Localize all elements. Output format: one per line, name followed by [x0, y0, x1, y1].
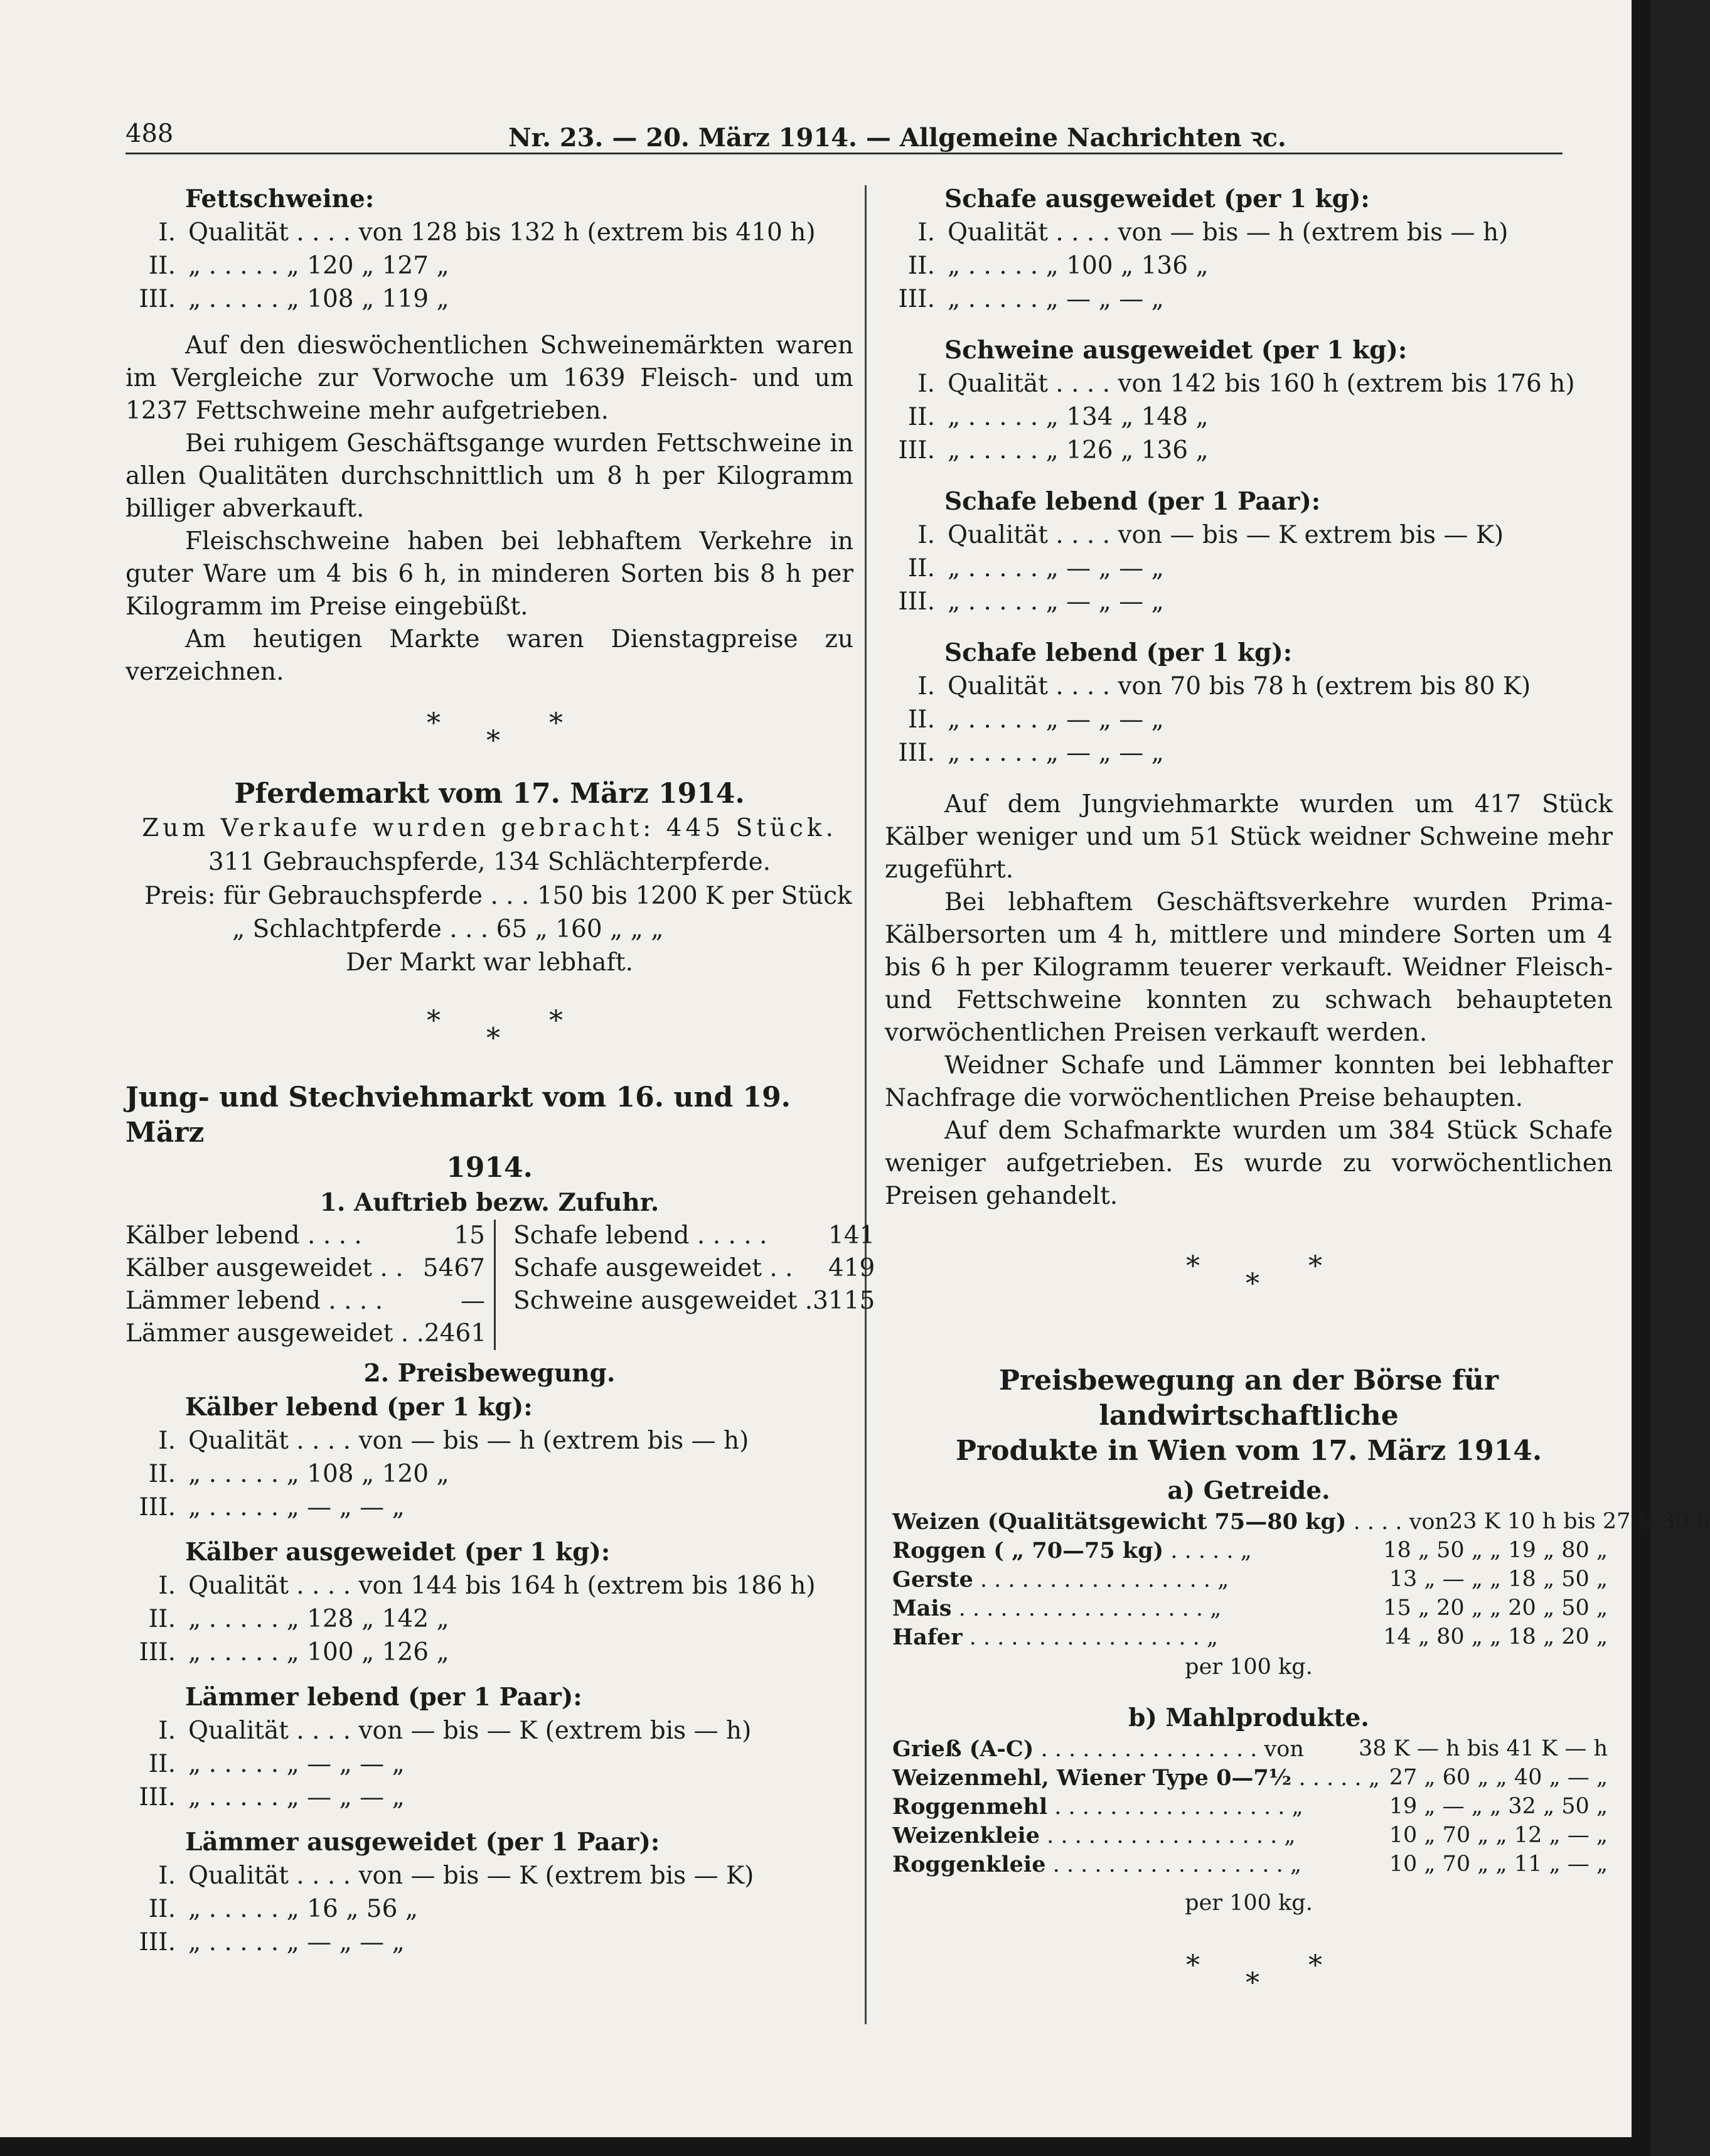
mahl-row [885, 1793, 1613, 1821]
product-name: Weizenkleie [892, 1823, 1040, 1848]
boerse-heading: Preisbewegung an der Börse für landwirtschaftliche [998, 1365, 1499, 1432]
schafe-lebend-kg-title: Schafe lebend (per 1 kg): [944, 638, 1293, 667]
auftrieb-table [126, 1220, 875, 1350]
price-row [126, 1636, 853, 1669]
quality-grade: I. [917, 370, 935, 398]
getreide-row [885, 1537, 1613, 1565]
auftrieb-subheading: 1. Auftrieb bezw. Zufuhr. [319, 1188, 660, 1217]
price-line: „ . . . . . „ 134 „ 148 „ [948, 403, 1209, 431]
leader-dots: . . . . . . . . . . . . . . . . . „ [969, 1625, 1219, 1650]
quality-grade: I. [158, 1717, 176, 1745]
auftrieb-value: 15 [454, 1221, 485, 1250]
getreide-row [885, 1623, 1613, 1652]
quality-grade: II. [148, 1605, 176, 1633]
product-name: Roggenkleie [892, 1852, 1046, 1877]
auftrieb-row [513, 1252, 875, 1285]
price-row [885, 282, 1613, 316]
auftrieb-value: 3115 [813, 1287, 875, 1315]
quality-grade: II. [148, 1750, 176, 1778]
price-line: „ . . . . . „ 108 „ 120 „ [188, 1460, 449, 1488]
price-line: „ . . . . . „ 100 „ 136 „ [948, 252, 1209, 280]
price-row [126, 1602, 853, 1636]
product-name: Grieß (A-C) [892, 1736, 1034, 1762]
getreide-row [885, 1565, 1613, 1594]
auftrieb-row [513, 1285, 875, 1317]
auftrieb-value: 419 [828, 1254, 875, 1282]
product-name: Mais [892, 1596, 952, 1621]
price-line: „ . . . . . „ 108 „ 119 „ [188, 285, 449, 313]
mahl-row [885, 1735, 1613, 1764]
auftrieb-value: 141 [828, 1221, 875, 1250]
price-line: „ Schlachtpferde . . . 65 „ 160 „ „ „ [232, 915, 664, 943]
price-row [885, 434, 1613, 467]
product-name: Weizen (Qualitätsgewicht 75—80 kg) [892, 1509, 1347, 1535]
boerse-heading-line2: Produkte in Wien vom 17. März 1914. [955, 1435, 1542, 1467]
price-row [126, 1569, 853, 1602]
auftrieb-row [126, 1220, 485, 1252]
price-range: 10 „ 70 „ „ 11 „ — „ [1389, 1852, 1608, 1877]
column-divider [865, 185, 867, 2024]
price-range: 23 K 10 h bis 27 K 30 h [1448, 1509, 1710, 1534]
preisbewegung-subheading: 2. Preisbewegung. [363, 1359, 616, 1388]
auftrieb-row [126, 1317, 485, 1350]
quality-grade: III. [898, 285, 935, 313]
quality-grade: II. [907, 554, 935, 582]
auftrieb-row [126, 1252, 485, 1285]
price-line: „ . . . . . „ — „ — „ [188, 1928, 405, 1956]
price-row [885, 249, 1613, 282]
price-range: 27 „ 60 „ „ 40 „ — „ [1389, 1765, 1608, 1790]
auftrieb-label: Kälber ausgeweidet . . [126, 1254, 403, 1282]
quality-grade: II. [148, 252, 176, 280]
laemmer-lebend-title: Lämmer lebend (per 1 Paar): [185, 1683, 582, 1712]
price-range: 15 „ 20 „ „ 20 „ 50 „ [1383, 1596, 1608, 1621]
paragraph: Bei ruhigem Geschäftsgange wurden Fettschweine in allen Qualitäten durchschnittlich um 8 h per Kilogramm billiger abverkauft. [126, 429, 853, 523]
getreide-row [885, 1594, 1613, 1623]
section-separator: * * * [1186, 1250, 1322, 1300]
price-line: „ . . . . . „ — „ — „ [948, 739, 1164, 767]
mahlprodukte-subheading: b) Mahlprodukte. [1128, 1703, 1369, 1732]
quality-grade: II. [148, 1895, 176, 1923]
price-row [126, 282, 853, 316]
price-line: Preis: für Gebrauchspferde . . . 150 bis 1200 K per Stück [144, 882, 852, 910]
leader-dots: . . . . . . . . . . . . . . . . von [1040, 1737, 1304, 1762]
price-row [126, 1781, 853, 1814]
price-line: „ . . . . . „ — „ — „ [188, 1750, 405, 1778]
leader-dots: . . . . . . . . . . . . . . . . . „ [980, 1567, 1229, 1592]
kaelber-ausgeweidet-title: Kälber ausgeweidet (per 1 kg): [185, 1538, 611, 1567]
schweine-ausgeweidet-title: Schweine ausgeweidet (per 1 kg): [944, 336, 1408, 365]
quality-grade: I. [158, 1862, 176, 1890]
price-line: „ . . . . . „ 100 „ 126 „ [188, 1638, 449, 1666]
price-line: „ . . . . . „ 126 „ 136 „ [948, 436, 1209, 464]
leader-dots: . . . . . . . . . . . . . . . . . . „ [958, 1596, 1222, 1621]
auftrieb-row [513, 1220, 875, 1252]
quality-grade: III. [139, 1493, 176, 1521]
mahl-row [885, 1850, 1613, 1879]
price-line: Qualität . . . . von — bis — h (extrem bis — h) [188, 1427, 749, 1455]
price-line: „ . . . . . „ — „ — „ [948, 285, 1164, 313]
quality-grade: II. [148, 1460, 176, 1488]
price-row [885, 552, 1613, 585]
auftrieb-label: Lämmer lebend . . . . [126, 1287, 383, 1315]
kaelber-lebend-title: Kälber lebend (per 1 kg): [185, 1393, 533, 1422]
page-number: 488 [126, 119, 174, 148]
left-column [126, 182, 875, 1959]
price-row [885, 367, 1613, 400]
price-line: Qualität . . . . von 142 bis 160 h (extrem bis 176 h) [948, 370, 1575, 398]
schafe-ausgeweidet-title: Schafe ausgeweidet (per 1 kg): [944, 185, 1370, 213]
getreide-unit-note: per 100 kg. [1185, 1655, 1313, 1680]
quality-grade: I. [917, 218, 935, 247]
price-row [885, 736, 1613, 770]
price-line: „ . . . . . „ — „ — „ [188, 1493, 405, 1521]
price-row [126, 1714, 853, 1747]
paragraph: Auf dem Schafmarkte wurden um 384 Stück Schafe weniger aufgetrieben. Es wurde zu vorwöchentlichen Preisen gehandelt. [885, 1117, 1613, 1210]
price-line: „ . . . . . „ — „ — „ [948, 554, 1164, 582]
fettschweine-title: Fettschweine: [185, 185, 375, 213]
price-row [126, 249, 853, 282]
leader-dots: . . . . . . . . . . . . . . . . . „ [1054, 1794, 1303, 1820]
price-line: Qualität . . . . von 70 bis 78 h (extrem bis 80 K) [948, 672, 1531, 700]
product-name: Roggenmehl [892, 1794, 1048, 1820]
quality-grade: II. [907, 252, 935, 280]
paragraph: Weidner Schafe und Lämmer konnten bei lebhafter Nachfrage die vorwöchentlichen Preise behaupten. [885, 1051, 1613, 1112]
paragraph: Auf dem Jungviehmarkte wurden um 417 Stück Kälber weniger und um 51 Stück weidner Schweine mehr zugeführt. [885, 790, 1613, 884]
schafe-lebend-paar-title: Schafe lebend (per 1 Paar): [944, 487, 1321, 516]
auftrieb-value: 5467 [422, 1254, 485, 1282]
mahl-unit-note: per 100 kg. [1185, 1891, 1313, 1916]
price-line: Qualität . . . . von — bis — K extrem bis — K) [948, 521, 1504, 549]
pferdemarkt-heading: Pferdemarkt vom 17. März 1914. [234, 778, 745, 810]
right-column [885, 182, 1710, 2006]
auftrieb-row [126, 1285, 485, 1317]
price-line: Qualität . . . . von — bis — K (extrem bis — h) [188, 1717, 752, 1745]
quality-grade: I. [917, 521, 935, 549]
mahl-row [885, 1821, 1613, 1850]
leader-dots: . . . . . . . . . . . . . . . . . „ [1052, 1852, 1302, 1877]
product-name: Weizenmehl, Wiener Type 0—7½ [892, 1765, 1292, 1791]
price-line: Qualität . . . . von — bis — h (extrem bis — h) [948, 218, 1509, 247]
auftrieb-label: Schweine ausgeweidet . [513, 1287, 813, 1315]
quality-grade: III. [898, 436, 935, 464]
section-separator: * * * [427, 1005, 563, 1054]
price-range: 10 „ 70 „ „ 12 „ — „ [1389, 1823, 1608, 1848]
price-line: „ . . . . . „ — „ — „ [948, 705, 1164, 734]
laemmer-ausgeweidet-title: Lämmer ausgeweidet (per 1 Paar): [185, 1828, 660, 1857]
auftrieb-right-column [496, 1220, 875, 1350]
jungvieh-heading-year: 1914. [446, 1152, 533, 1184]
running-head: Nr. 23. — 20. März 1914. — Allgemeine Nachrichten ꝛc. [508, 123, 1286, 153]
mahl-row [885, 1764, 1613, 1793]
quality-grade: II. [907, 403, 935, 431]
quality-grade: I. [158, 1572, 176, 1600]
auftrieb-left-column [126, 1220, 496, 1350]
price-row [126, 216, 853, 249]
price-row [885, 518, 1613, 552]
price-range: 18 „ 50 „ „ 19 „ 80 „ [1383, 1538, 1608, 1563]
quality-grade: III. [898, 739, 935, 767]
price-line: Qualität . . . . von — bis — K (extrem bis — K) [188, 1862, 754, 1890]
price-line: „ . . . . . „ — „ — „ [948, 587, 1164, 616]
price-row [126, 1892, 853, 1926]
product-name: Roggen ( „ 70—75 kg) [892, 1538, 1164, 1563]
pferdemarkt-breakdown: 311 Gebrauchspferde, 134 Schlächterpferde. [208, 848, 771, 876]
pferdemarkt-total: Zum Verkaufe wurden gebracht: 445 Stück. [142, 814, 837, 842]
leader-dots: . . . . . „ [1170, 1538, 1252, 1563]
paragraph: Bei lebhaftem Geschäftsverkehre wurden Prima-Kälbersorten um 4 h, mittlere und mindere Sorten um 4 bis 6 h per Kilogramm teuerer verkauft. Weidner Fleisch- und Fettschweine konnten zu schwach behaupteten vorwöchentlichen Preisen verkauft werden. [885, 888, 1613, 1047]
product-name: Gerste [892, 1567, 973, 1592]
quality-grade: III. [139, 1638, 176, 1666]
quality-grade: III. [898, 587, 935, 616]
quality-grade: I. [917, 672, 935, 700]
quality-grade: I. [158, 1427, 176, 1455]
price-line: Qualität . . . . von 144 bis 164 h (extrem bis 186 h) [188, 1572, 816, 1600]
price-row [885, 670, 1613, 703]
price-row [885, 703, 1613, 736]
price-range: 14 „ 80 „ „ 18 „ 20 „ [1383, 1624, 1608, 1649]
price-range: 13 „ — „ „ 18 „ 50 „ [1389, 1567, 1608, 1592]
price-row [126, 1491, 853, 1524]
leader-dots: . . . . von [1353, 1510, 1449, 1535]
price-range: 38 K — h bis 41 K — h [1358, 1736, 1608, 1761]
auftrieb-label: Kälber lebend . . . . [126, 1221, 362, 1250]
page-header [126, 110, 1563, 154]
auftrieb-label: Schafe ausgeweidet . . [513, 1254, 793, 1282]
paragraph: Fleischschweine haben bei lebhaftem Verkehre in guter Ware um 4 bis 6 h, in minderen Sorten bis 8 h per Kilogramm im Preise eingebüßt. [126, 527, 853, 621]
paragraph: Am heutigen Markte waren Dienstagpreise zu verzeichnen. [126, 625, 853, 686]
price-row [126, 1457, 853, 1491]
price-line: „ . . . . . „ 120 „ 127 „ [188, 252, 449, 280]
getreide-subheading: a) Getreide. [1167, 1476, 1330, 1505]
price-row [126, 1859, 853, 1892]
quality-grade: III. [139, 1783, 176, 1811]
price-row [885, 216, 1613, 249]
getreide-row [885, 1508, 1710, 1537]
pferdemarkt-price-row [126, 913, 853, 946]
price-row [126, 1424, 853, 1457]
pferdemarkt-price-row [126, 879, 853, 913]
pferdemarkt-summary: Der Markt war lebhaft. [346, 948, 633, 977]
product-name: Hafer [892, 1624, 963, 1650]
auftrieb-label: Lämmer ausgeweidet . . [126, 1319, 424, 1348]
section-separator: * * * [427, 707, 563, 757]
leader-dots: . . . . . „ [1298, 1766, 1380, 1791]
price-row [126, 1926, 853, 1959]
quality-grade: I. [158, 218, 176, 247]
quality-grade: III. [139, 1928, 176, 1956]
price-line: „ . . . . . „ 128 „ 142 „ [188, 1605, 449, 1633]
section-separator: * * * [1186, 1950, 1322, 1999]
quality-grade: II. [907, 705, 935, 734]
auftrieb-value: — [461, 1287, 485, 1315]
price-row [126, 1747, 853, 1781]
price-line: Qualität . . . . von 128 bis 132 h (extrem bis 410 h) [188, 218, 816, 247]
price-line: „ . . . . . „ 16 „ 56 „ [188, 1895, 419, 1923]
price-line: „ . . . . . „ — „ — „ [188, 1783, 405, 1811]
price-range: 19 „ — „ „ 32 „ 50 „ [1389, 1794, 1608, 1819]
leader-dots: . . . . . . . . . . . . . . . . . „ [1047, 1823, 1296, 1848]
auftrieb-label: Schafe lebend . . . . . [513, 1221, 767, 1250]
auftrieb-value: 2461 [424, 1319, 487, 1348]
price-row [885, 400, 1613, 434]
jungvieh-heading: Jung- und Stechviehmarkt vom 16. und 19. März [126, 1081, 791, 1149]
paragraph: Auf den dieswöchentlichen Schweinemärkten waren im Vergleiche zur Vorwoche um 1639 Fleisch- und um 1237 Fettschweine mehr aufgetrieben. [126, 331, 853, 425]
price-row [885, 585, 1613, 618]
quality-grade: III. [139, 285, 176, 313]
